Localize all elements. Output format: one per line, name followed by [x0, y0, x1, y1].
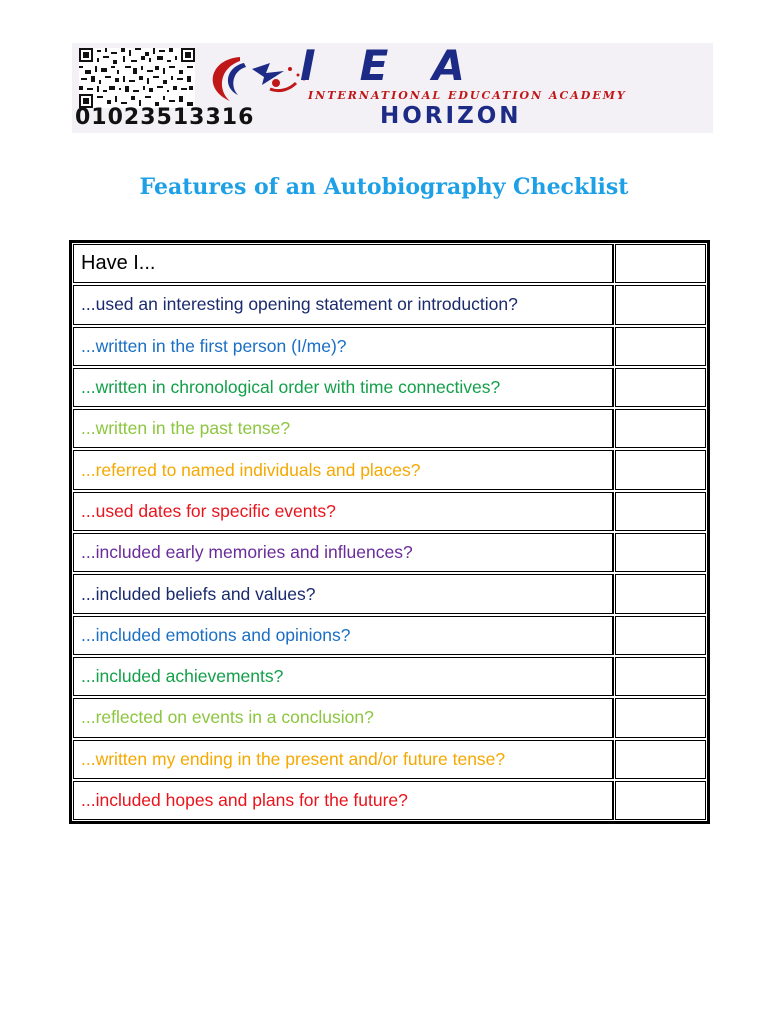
academy-banner	[72, 43, 713, 133]
checkbox-cell[interactable]	[615, 285, 706, 324]
checklist-row	[72, 532, 707, 573]
checklist-item-text: ...written in chronological order with time connectives?	[73, 368, 614, 407]
checklist-item-text: ...written in the past tense?	[73, 409, 614, 448]
checklist-row	[72, 780, 707, 821]
checkbox-cell[interactable]	[615, 450, 706, 489]
checklist-item-text: ...included emotions and opinions?	[73, 616, 614, 655]
checklist-item-text: ...referred to named individuals and places?	[73, 450, 614, 489]
checklist-row	[72, 326, 707, 367]
checklist-table	[69, 240, 710, 824]
checklist-header-row	[72, 243, 707, 284]
phone-number: 01023513316	[75, 105, 255, 130]
qr-code	[79, 48, 195, 108]
checkbox-cell[interactable]	[615, 740, 706, 779]
checklist-item-text: ...reflected on events in a conclusion?	[73, 698, 614, 737]
academy-logo-tagline: HORIZON	[380, 103, 522, 129]
checklist-item-text: ...written my ending in the present and/or future tense?	[73, 740, 614, 779]
checkbox-cell[interactable]	[615, 327, 706, 366]
checkbox-cell	[615, 244, 706, 283]
checklist-item-text: ...included early memories and influences?	[73, 533, 614, 572]
checkbox-cell[interactable]	[615, 409, 706, 448]
checkbox-cell[interactable]	[615, 574, 706, 613]
checklist-row	[72, 284, 707, 325]
checklist-row	[72, 367, 707, 408]
checkbox-cell[interactable]	[615, 616, 706, 655]
page-title: Features of an Autobiography Checklist	[139, 174, 629, 200]
checklist-row	[72, 491, 707, 532]
checklist-item-text: ...written in the first person (I/me)?	[73, 327, 614, 366]
checklist-row	[72, 573, 707, 614]
academy-logo-word: IEA	[300, 41, 509, 90]
checklist-row	[72, 449, 707, 490]
checklist-item-text: ...used an interesting opening statement or introduction?	[73, 285, 614, 324]
checklist-header: Have I...	[73, 244, 614, 283]
checkbox-cell[interactable]	[615, 492, 706, 531]
checklist-row	[72, 408, 707, 449]
checkbox-cell[interactable]	[615, 781, 706, 820]
academy-logo-subtitle: INTERNATIONAL EDUCATION ACADEMY	[308, 89, 627, 102]
checklist-row	[72, 697, 707, 738]
checklist-row	[72, 615, 707, 656]
checklist-row	[72, 739, 707, 780]
checklist-item-text: ...included achievements?	[73, 657, 614, 696]
checklist-item-text: ...included hopes and plans for the future?	[73, 781, 614, 820]
checkbox-cell[interactable]	[615, 698, 706, 737]
checklist-item-text: ...included beliefs and values?	[73, 574, 614, 613]
checkbox-cell[interactable]	[615, 368, 706, 407]
checklist-item-text: ...used dates for specific events?	[73, 492, 614, 531]
checklist-row	[72, 656, 707, 697]
academy-logo-icon	[200, 49, 312, 109]
checkbox-cell[interactable]	[615, 533, 706, 572]
checkbox-cell[interactable]	[615, 657, 706, 696]
